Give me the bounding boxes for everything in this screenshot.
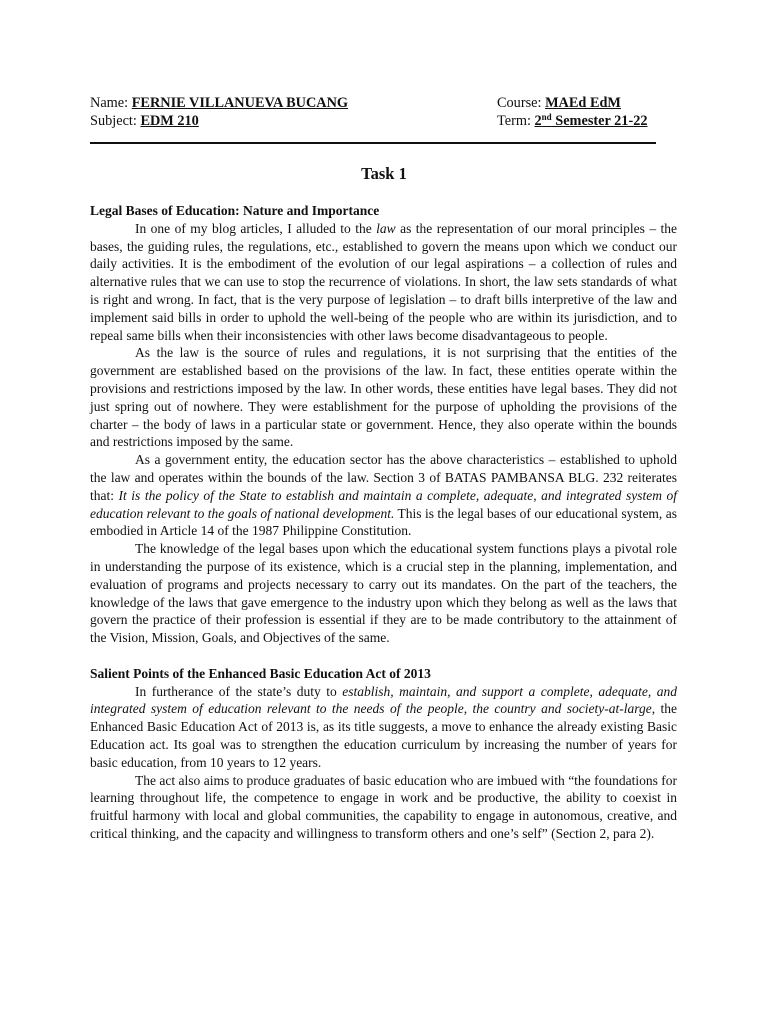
course-line: Course: MAEd EdM	[497, 95, 621, 111]
subject-line: Subject: EDM 210	[90, 113, 199, 129]
paragraph: In furtherance of the state’s duty to establish, maintain, and support a complete, adequate, and integrated system of education relevant to the needs of the people, the country and society-at-large, the Enhanced Basic Education Act of 2013 is, as its title suggests, a move to enhance the already existing Basic Education act. Its goal was to strengthen the education curriculum by increasing the number of years for basic education, from 10 years to 12 years.	[90, 683, 677, 770]
term-value: 2nd Semester 21-22	[534, 112, 648, 129]
term-line: Term: 2nd Semester 21-22	[497, 112, 648, 129]
paragraph: As the law is the source of rules and regulations, it is not surprising that the entities of the government are established based on the provisions of the law. In fact, these entities operate within the provisions and restrictions imposed by the law. In other words, these entities have legal bases. They did not just spring out of nowhere. They were establishment for the purpose of upholding the provisions of the charter – the body of laws in a particular state or government. Hence, they also operate within the bounds and restrictions imposed by the same.	[90, 345, 677, 450]
header-divider	[90, 142, 656, 144]
section-heading-enhanced-basic-education: Salient Points of the Enhanced Basic Education Act of 2013	[90, 665, 431, 681]
name-line: Name: FERNIE VILLANUEVA BUCANG	[90, 95, 349, 111]
paragraph: In one of my blog articles, I alluded to the law as the representation of our moral principles – the bases, the guiding rules, the regulations, etc., established to govern the means upon which we conduct our daily activities. It is the embodiment of the evolution of our legal aspirations – a collection of rules and alternative rules that we can use to stop the recurrence of violations. In short, the law sets standards of what is right and wrong. In fact, that is the very purpose of legislation – to draft bills interpretive of the law and implement said bills in order to uphold the well-being of the people who are within its jurisdiction, and to repeal same bills when their inconsistencies with other laws become disadvantageous to people.	[90, 220, 677, 343]
subject-value: EDM 210	[140, 113, 199, 129]
paragraph: As a government entity, the education sector has the above characteristics – established to uphold the law and operates within the bounds of the law. Section 3 of BATAS PAMBANSA BLG. 232 reiterates that: It is the policy of the State to establish and maintain a complete, adequate, and integrated system of education relevant to the goals of national development. This is the legal bases of our educational system, as embodied in Article 14 of the 1987 Philippine Constitution.	[90, 452, 677, 539]
section-heading-legal-bases: Legal Bases of Education: Nature and Importance	[90, 203, 380, 218]
page-title: Task 1	[361, 164, 407, 183]
paragraph: The knowledge of the legal bases upon which the educational system functions plays a pivotal role in understanding the purpose of its existence, which is a crucial step in the planning, implementation, and evaluation of programs and projects necessary to carry out its mandates. On the part of the teachers, the knowledge of the laws that gave emergence to the industry upon which they belong as well as the laws that govern the practice of their profession is essential if they are to be made contributory to the attainment of the Vision, Mission, Goals, and Objectives of the same.	[90, 541, 677, 646]
essay-body	[90, 202, 677, 843]
course-value: MAEd EdM	[545, 95, 621, 111]
student-name: FERNIE VILLANUEVA BUCANG	[131, 95, 349, 111]
paragraph: The act also aims to produce graduates of basic education who are imbued with “the foundations for learning throughout life, the competence to engage in work and be productive, the ability to coexist in fruitful harmony with local and global communities, the capability to engage in autonomous, creative, and critical thinking, and the capacity and willingness to transform others and one’s self” (Section 2, para 2).	[90, 772, 677, 841]
